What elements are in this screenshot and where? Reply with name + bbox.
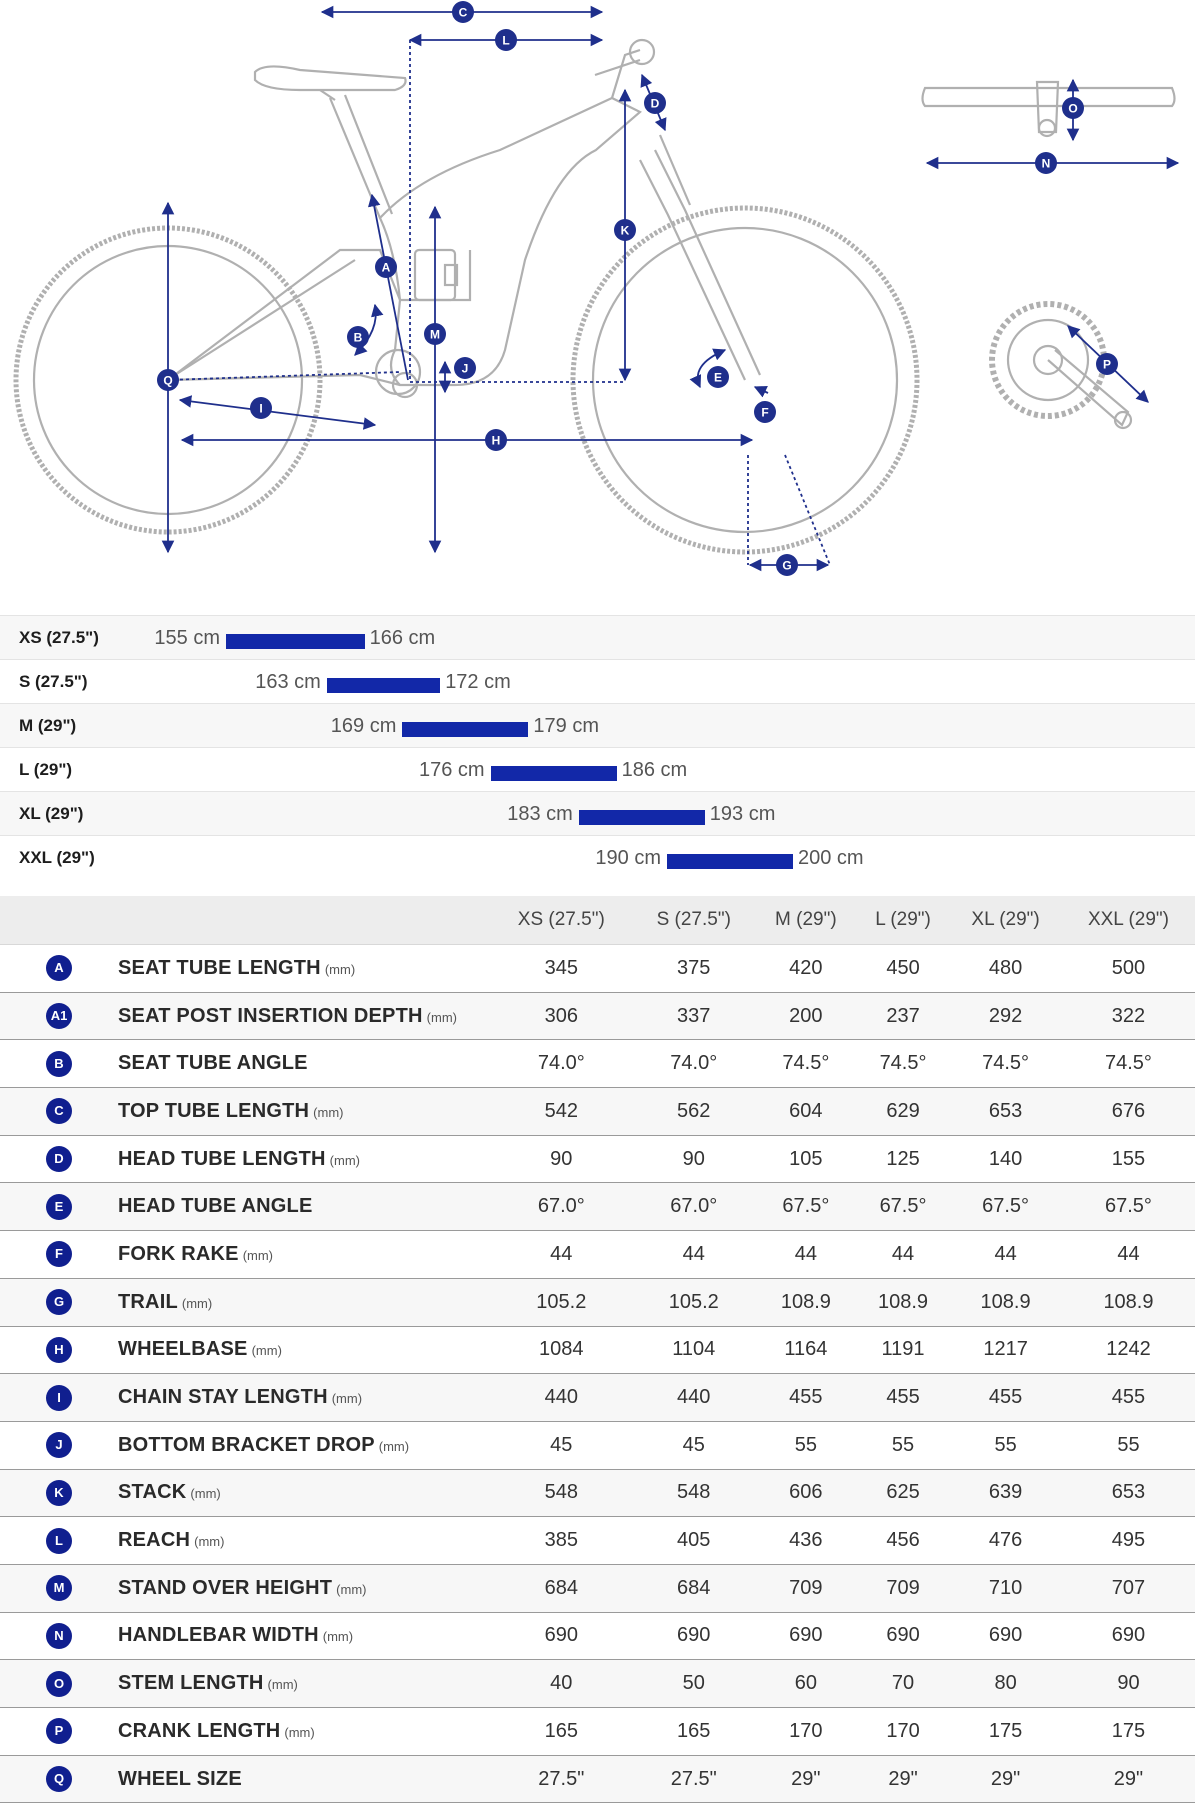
table-row [0, 1135, 1195, 1183]
table-cell: 67.5° [755, 1183, 857, 1231]
geometry-table [0, 896, 1195, 1803]
table-cell: 420 [755, 945, 857, 993]
label-M [424, 323, 446, 345]
svg-text:J: J [461, 361, 469, 376]
table-row [0, 1040, 1195, 1088]
table-cell: 44 [949, 1231, 1062, 1279]
label-A [375, 256, 397, 278]
table-row [0, 1374, 1195, 1422]
label-B [347, 326, 369, 348]
table-cell: 45 [490, 1421, 633, 1469]
measurement-name: STEM LENGTH [118, 1672, 264, 1695]
measurement-letter-badge: O [46, 1671, 72, 1697]
size-row [0, 703, 1195, 747]
table-cell: 604 [755, 1088, 857, 1136]
size-range-bar [491, 766, 617, 781]
measurement-unit: (mm) [251, 1343, 282, 1359]
measurement-letter-badge: A1 [46, 1003, 72, 1029]
measurement-name: STACK [118, 1481, 187, 1504]
table-cell: 690 [633, 1612, 755, 1660]
svg-text:B: B [353, 330, 363, 345]
frame [380, 98, 640, 385]
measurement-name: REACH [118, 1529, 191, 1552]
table-row [0, 1755, 1195, 1803]
table-header-row [0, 896, 1195, 945]
table-cell: 105.2 [633, 1278, 755, 1326]
table-cell: 480 [949, 945, 1062, 993]
table-cell: 74.5° [949, 1040, 1062, 1088]
svg-text:G: G [782, 558, 792, 573]
table-cell: 322 [1062, 992, 1195, 1040]
table-cell: 385 [490, 1517, 633, 1565]
measurement-letter-badge: A [46, 955, 72, 981]
col-header-m: M (29") [755, 896, 857, 945]
table-cell: 709 [857, 1564, 949, 1612]
table-cell: 548 [490, 1469, 633, 1517]
size-min-height: 163 cm [255, 671, 321, 693]
table-row [0, 1660, 1195, 1708]
table-cell: 707 [1062, 1564, 1195, 1612]
measurement-unit: (mm) [378, 1438, 410, 1454]
table-cell: 27.5" [633, 1755, 755, 1803]
table-row [0, 1612, 1195, 1660]
measurement-letter-badge: J [46, 1432, 72, 1458]
table-cell: 70 [857, 1660, 949, 1708]
measurement-name: TRAIL [118, 1290, 178, 1313]
table-cell: 60 [755, 1660, 857, 1708]
table-cell: 1242 [1062, 1326, 1195, 1374]
table-cell: 440 [490, 1374, 633, 1422]
table-cell: 108.9 [949, 1278, 1062, 1326]
measurement-unit: (mm) [267, 1677, 298, 1693]
size-max-height: 166 cm [369, 627, 436, 649]
svg-text:M: M [430, 327, 440, 342]
table-cell: 74.0° [490, 1040, 633, 1088]
table-cell: 495 [1062, 1517, 1195, 1565]
measurement-unit: (mm) [336, 1581, 367, 1597]
table-cell: 74.5° [857, 1040, 949, 1088]
table-cell: 292 [949, 992, 1062, 1040]
col-header-xxl: XXL (29") [1062, 896, 1195, 945]
measurement-letter-badge: Q [46, 1766, 72, 1792]
table-cell: 105.2 [490, 1278, 633, 1326]
measurement-letter-badge: K [46, 1480, 72, 1506]
table-cell: 1164 [755, 1326, 857, 1374]
svg-text:L: L [502, 33, 510, 48]
size-min-height: 190 cm [595, 847, 661, 869]
table-cell: 108.9 [1062, 1278, 1195, 1326]
measurement-unit: (mm) [322, 1629, 354, 1645]
table-row [0, 1183, 1195, 1231]
label-Q [157, 369, 179, 391]
table-cell: 175 [1062, 1708, 1195, 1756]
col-header-l: L (29") [857, 896, 949, 945]
label-F [754, 401, 776, 423]
table-cell: 500 [1062, 945, 1195, 993]
table-cell: 44 [755, 1231, 857, 1279]
measurement-letter-badge: C [46, 1098, 72, 1124]
size-row [0, 835, 1195, 879]
table-cell: 90 [633, 1135, 755, 1183]
table-cell: 155 [1062, 1135, 1195, 1183]
measurement-unit: (mm) [181, 1295, 213, 1311]
table-cell: 27.5" [490, 1755, 633, 1803]
table-row [0, 1517, 1195, 1565]
size-max-height: 186 cm [621, 759, 688, 781]
label-L [495, 29, 517, 51]
geometry-diagram [0, 0, 1195, 615]
table-cell: 44 [1062, 1231, 1195, 1279]
table-cell: 1084 [490, 1326, 633, 1374]
label-G [776, 554, 798, 576]
table-cell: 455 [755, 1374, 857, 1422]
svg-text:N: N [1041, 156, 1051, 171]
measurement-unit: (mm) [331, 1391, 363, 1407]
measurement-unit: (mm) [313, 1104, 344, 1120]
size-min-height: 176 cm [419, 759, 485, 781]
table-cell: 67.0° [490, 1183, 633, 1231]
bike-drawing [16, 40, 1175, 552]
table-cell: 50 [633, 1660, 755, 1708]
table-cell: 606 [755, 1469, 857, 1517]
table-cell: 67.5° [1062, 1183, 1195, 1231]
size-label: L (29") [19, 760, 73, 779]
measurement-name: FORK RAKE [118, 1242, 239, 1265]
svg-text:O: O [1068, 101, 1078, 116]
table-cell: 55 [1062, 1421, 1195, 1469]
label-D [644, 92, 666, 114]
size-label: XL (29") [19, 804, 84, 823]
table-cell: 165 [633, 1708, 755, 1756]
svg-text:E: E [713, 370, 723, 385]
table-cell: 44 [857, 1231, 949, 1279]
table-row [0, 1278, 1195, 1326]
table-row [0, 1231, 1195, 1279]
table-cell: 436 [755, 1517, 857, 1565]
fork [640, 150, 760, 380]
measurement-name: WHEEL SIZE [118, 1767, 242, 1790]
measurement-name: STAND OVER HEIGHT [118, 1576, 333, 1599]
size-max-height: 193 cm [709, 803, 776, 825]
table-cell: 74.0° [633, 1040, 755, 1088]
table-cell: 74.5° [755, 1040, 857, 1088]
table-cell: 29" [857, 1755, 949, 1803]
measurement-unit: (mm) [190, 1486, 221, 1502]
table-cell: 690 [857, 1612, 949, 1660]
table-cell: 709 [755, 1564, 857, 1612]
table-cell: 456 [857, 1517, 949, 1565]
svg-text:K: K [620, 223, 630, 238]
size-label: XXL (29") [19, 848, 95, 867]
table-cell: 1191 [857, 1326, 949, 1374]
table-cell: 710 [949, 1564, 1062, 1612]
measurement-letter-badge: D [46, 1146, 72, 1172]
table-cell: 45 [633, 1421, 755, 1469]
table-cell: 1104 [633, 1326, 755, 1374]
measurement-letter-badge: G [46, 1289, 72, 1315]
svg-text:Q: Q [163, 373, 173, 388]
table-cell: 625 [857, 1469, 949, 1517]
table-cell: 690 [490, 1612, 633, 1660]
svg-text:C: C [458, 5, 468, 20]
table-cell: 55 [857, 1421, 949, 1469]
measurement-name: SEAT TUBE ANGLE [118, 1052, 308, 1075]
table-row [0, 992, 1195, 1040]
table-cell: 676 [1062, 1088, 1195, 1136]
table-cell: 690 [755, 1612, 857, 1660]
size-min-height: 155 cm [154, 627, 220, 649]
measurement-letter-badge: E [46, 1194, 72, 1220]
table-cell: 237 [857, 992, 949, 1040]
measurement-name: SEAT POST INSERTION DEPTH [118, 1004, 423, 1027]
table-cell: 74.5° [1062, 1040, 1195, 1088]
table-cell: 653 [949, 1088, 1062, 1136]
table-cell: 684 [490, 1564, 633, 1612]
measurement-letter-badge: L [46, 1528, 72, 1554]
measurement-name: TOP TUBE LENGTH [118, 1099, 310, 1122]
svg-text:D: D [650, 96, 660, 111]
table-cell: 90 [490, 1135, 633, 1183]
measurement-name: BOTTOM BRACKET DROP [118, 1433, 375, 1456]
measurement-unit: (mm) [426, 1009, 457, 1025]
size-min-height: 169 cm [330, 715, 397, 737]
size-label: S (27.5") [19, 672, 88, 691]
table-cell: 345 [490, 945, 633, 993]
table-row [0, 1708, 1195, 1756]
size-range-bar [226, 634, 365, 649]
table-cell: 440 [633, 1374, 755, 1422]
table-cell: 200 [755, 992, 857, 1040]
table-cell: 542 [490, 1088, 633, 1136]
table-cell: 67.5° [949, 1183, 1062, 1231]
label-J [454, 357, 476, 379]
table-cell: 455 [1062, 1374, 1195, 1422]
measurement-lines [168, 12, 1178, 565]
table-cell: 67.5° [857, 1183, 949, 1231]
table-cell: 29" [1062, 1755, 1195, 1803]
size-row [0, 791, 1195, 835]
measurement-letter-badge: H [46, 1337, 72, 1363]
size-range-bar [667, 854, 793, 869]
table-row [0, 1421, 1195, 1469]
size-range-bar [579, 810, 705, 825]
table-cell: 450 [857, 945, 949, 993]
table-cell: 165 [490, 1708, 633, 1756]
table-cell: 375 [633, 945, 755, 993]
table-row [0, 1564, 1195, 1612]
svg-text:I: I [259, 401, 263, 416]
table-cell: 337 [633, 992, 755, 1040]
table-row [0, 1326, 1195, 1374]
measurement-name: HEAD TUBE LENGTH [118, 1147, 326, 1170]
table-cell: 455 [949, 1374, 1062, 1422]
label-H [485, 429, 507, 451]
size-label: XS (27.5") [19, 628, 99, 647]
handlebar-top-view [923, 88, 1175, 106]
measurement-name: HEAD TUBE ANGLE [118, 1195, 313, 1218]
table-cell: 170 [857, 1708, 949, 1756]
table-cell: 108.9 [755, 1278, 857, 1326]
size-row [0, 615, 1195, 659]
table-cell: 44 [490, 1231, 633, 1279]
measurement-letter-badge: F [46, 1241, 72, 1267]
svg-text:F: F [761, 405, 769, 420]
table-cell: 40 [490, 1660, 633, 1708]
table-cell: 90 [1062, 1660, 1195, 1708]
table-cell: 639 [949, 1469, 1062, 1517]
measurement-unit: (mm) [324, 961, 356, 977]
table-cell: 690 [949, 1612, 1062, 1660]
table-cell: 476 [949, 1517, 1062, 1565]
table-cell: 108.9 [857, 1278, 949, 1326]
size-range-bar [402, 722, 528, 737]
size-range-bar [327, 678, 440, 693]
measurement-name: SEAT TUBE LENGTH [118, 956, 321, 979]
label-O [1062, 97, 1084, 119]
rider-size-chart [0, 615, 1195, 879]
table-cell: 306 [490, 992, 633, 1040]
table-cell: 455 [857, 1374, 949, 1422]
svg-text:A: A [381, 260, 391, 275]
table-cell: 405 [633, 1517, 755, 1565]
measurement-letter-badge: B [46, 1051, 72, 1077]
table-cell: 562 [633, 1088, 755, 1136]
measurement-letter-badge: I [46, 1385, 72, 1411]
table-cell: 548 [633, 1469, 755, 1517]
measurement-name: WHEELBASE [118, 1338, 248, 1361]
measurement-letter-badge: N [46, 1623, 72, 1649]
table-cell: 690 [1062, 1612, 1195, 1660]
measurement-unit: (mm) [329, 1152, 360, 1168]
col-header-xs: XS (27.5") [490, 896, 633, 945]
label-P [1096, 353, 1118, 375]
measurement-letter-badge: M [46, 1575, 72, 1601]
table-cell: 44 [633, 1231, 755, 1279]
table-cell: 175 [949, 1708, 1062, 1756]
table-row [0, 945, 1195, 993]
measurement-name: CHAIN STAY LENGTH [118, 1386, 328, 1409]
col-header-xl: XL (29") [949, 896, 1062, 945]
svg-text:P: P [1102, 357, 1112, 372]
size-row [0, 747, 1195, 791]
table-cell: 125 [857, 1135, 949, 1183]
measurement-unit: (mm) [242, 1247, 274, 1263]
table-cell: 1217 [949, 1326, 1062, 1374]
label-I [250, 397, 272, 419]
table-cell: 55 [755, 1421, 857, 1469]
measurement-unit: (mm) [284, 1724, 315, 1740]
table-cell: 684 [633, 1564, 755, 1612]
size-row [0, 659, 1195, 703]
measurement-letter-badge: P [46, 1718, 72, 1744]
table-cell: 653 [1062, 1469, 1195, 1517]
size-min-height: 183 cm [507, 803, 573, 825]
size-max-height: 179 cm [533, 715, 599, 737]
table-cell: 67.0° [633, 1183, 755, 1231]
size-max-height: 172 cm [445, 671, 511, 693]
size-label: M (29") [19, 716, 77, 735]
col-header-s: S (27.5") [633, 896, 755, 945]
table-cell: 55 [949, 1421, 1062, 1469]
label-C [452, 1, 474, 23]
saddle [255, 66, 406, 90]
measurement-unit: (mm) [194, 1534, 225, 1550]
table-cell: 29" [755, 1755, 857, 1803]
table-cell: 29" [949, 1755, 1062, 1803]
size-max-height: 200 cm [798, 847, 864, 869]
table-row [0, 1469, 1195, 1517]
table-cell: 170 [755, 1708, 857, 1756]
label-K [614, 219, 636, 241]
table-cell: 629 [857, 1088, 949, 1136]
label-N [1035, 152, 1057, 174]
table-cell: 140 [949, 1135, 1062, 1183]
table-cell: 105 [755, 1135, 857, 1183]
table-cell: 80 [949, 1660, 1062, 1708]
table-row [0, 1088, 1195, 1136]
label-E [707, 366, 729, 388]
measurement-name: CRANK LENGTH [118, 1719, 281, 1742]
svg-text:H: H [491, 433, 501, 448]
measurement-name: HANDLEBAR WIDTH [118, 1624, 319, 1647]
